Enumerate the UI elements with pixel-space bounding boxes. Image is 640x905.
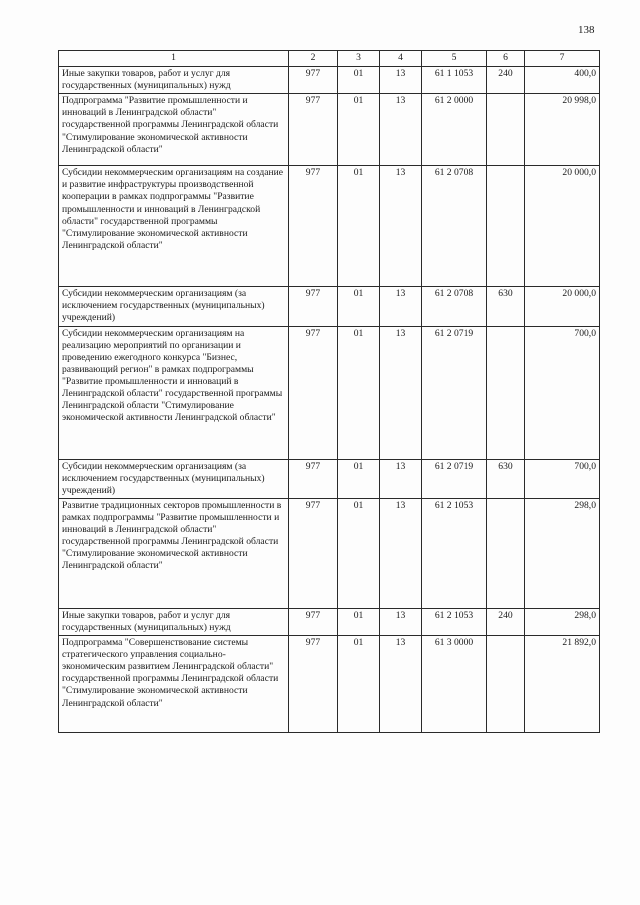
section-cell: 01 [338, 498, 380, 608]
table-row [59, 326, 600, 459]
target-article-cell: 61 2 1053 [422, 608, 487, 635]
section-cell: 01 [338, 287, 380, 326]
amount-cell: 700,0 [525, 326, 600, 459]
row-name-cell: Субсидии некоммерческим организациям (за исключением государственных (муниципальных) учреждений) [59, 287, 289, 326]
target-article-cell: 61 3 0000 [422, 636, 487, 733]
amount-cell: 298,0 [525, 608, 600, 635]
ministry-code-cell: 977 [289, 498, 338, 608]
row-name-cell: Иные закупки товаров, работ и услуг для государственных (муниципальных) нужд [59, 67, 289, 94]
amount-cell: 21 892,0 [525, 636, 600, 733]
amount-cell: 20 000,0 [525, 287, 600, 326]
expense-type-cell: 240 [487, 608, 525, 635]
ministry-code-cell: 977 [289, 326, 338, 459]
amount-cell: 20 000,0 [525, 166, 600, 287]
expense-type-cell [487, 498, 525, 608]
row-name-cell: Субсидии некоммерческим организациям на создание и развитие инфраструктуры производственной кооперации в рамках подпрограммы "Развитие промышленности и инноваций в Ленинградской области" государственной программы "Стимулирование экономической активности Ленинградской области" [59, 166, 289, 287]
ministry-code-cell: 977 [289, 459, 338, 498]
amount-cell: 298,0 [525, 498, 600, 608]
amount-cell: 20 998,0 [525, 94, 600, 166]
target-article-cell: 61 2 0000 [422, 94, 487, 166]
column-header: 6 [487, 51, 525, 67]
target-article-cell: 61 2 1053 [422, 498, 487, 608]
expense-type-cell [487, 636, 525, 733]
subsection-cell: 13 [380, 287, 422, 326]
target-article-cell: 61 2 0708 [422, 166, 487, 287]
table-row [59, 608, 600, 635]
column-header: 3 [338, 51, 380, 67]
table-row [59, 498, 600, 608]
section-cell: 01 [338, 326, 380, 459]
row-name-cell: Развитие традиционных секторов промышленности в рамках подпрограммы "Развитие промышленности и инноваций в Ленинградской области" государственной программы Ленинградской области "Стимулирование экономической активности Ленинградской области" [59, 498, 289, 608]
column-header: 7 [525, 51, 600, 67]
ministry-code-cell: 977 [289, 287, 338, 326]
column-number-row [59, 51, 600, 67]
subsection-cell: 13 [380, 608, 422, 635]
section-cell: 01 [338, 94, 380, 166]
row-name-cell: Подпрограмма "Развитие промышленности и инноваций в Ленинградской области" государственной программы Ленинградской области "Стимулирование экономической активности Ленинградской области" [59, 94, 289, 166]
table-row [59, 287, 600, 326]
expense-type-cell [487, 326, 525, 459]
table-row [59, 459, 600, 498]
target-article-cell: 61 2 0708 [422, 287, 487, 326]
table-body [59, 67, 600, 733]
column-header: 1 [59, 51, 289, 67]
target-article-cell: 61 2 0719 [422, 326, 487, 459]
ministry-code-cell: 977 [289, 608, 338, 635]
budget-table [58, 50, 600, 733]
column-header: 5 [422, 51, 487, 67]
target-article-cell: 61 2 0719 [422, 459, 487, 498]
subsection-cell: 13 [380, 67, 422, 94]
expense-type-cell: 630 [487, 459, 525, 498]
subsection-cell: 13 [380, 166, 422, 287]
section-cell: 01 [338, 459, 380, 498]
target-article-cell: 61 1 1053 [422, 67, 487, 94]
table-row [59, 636, 600, 733]
subsection-cell: 13 [380, 498, 422, 608]
row-name-cell: Подпрограмма "Совершенствование системы стратегического управления социально-экономическим развитием Ленинградской области" государственной программы Ленинградской области "Стимулирование экономической активности Ленинградской области" [59, 636, 289, 733]
row-name-cell: Субсидии некоммерческим организациям на реализацию мероприятий по организации и проведению ежегодного конкурса "Бизнес, развивающий регион" в рамках подпрограммы "Развитие промышленности и инноваций в Ленинградской области" государственной программы Ленинградской области "Стимулирование экономической активности Ленинградской области" [59, 326, 289, 459]
ministry-code-cell: 977 [289, 94, 338, 166]
section-cell: 01 [338, 67, 380, 94]
subsection-cell: 13 [380, 459, 422, 498]
table-row [59, 166, 600, 287]
row-name-cell: Субсидии некоммерческим организациям (за исключением государственных (муниципальных) учреждений) [59, 459, 289, 498]
subsection-cell: 13 [380, 94, 422, 166]
expense-type-cell [487, 94, 525, 166]
column-header: 2 [289, 51, 338, 67]
page-number: 138 [578, 24, 595, 36]
section-cell: 01 [338, 608, 380, 635]
expense-type-cell: 240 [487, 67, 525, 94]
row-name-cell: Иные закупки товаров, работ и услуг для государственных (муниципальных) нужд [59, 608, 289, 635]
subsection-cell: 13 [380, 636, 422, 733]
ministry-code-cell: 977 [289, 166, 338, 287]
subsection-cell: 13 [380, 326, 422, 459]
amount-cell: 700,0 [525, 459, 600, 498]
column-header: 4 [380, 51, 422, 67]
section-cell: 01 [338, 166, 380, 287]
ministry-code-cell: 977 [289, 636, 338, 733]
expense-type-cell: 630 [487, 287, 525, 326]
amount-cell: 400,0 [525, 67, 600, 94]
table-row [59, 94, 600, 166]
ministry-code-cell: 977 [289, 67, 338, 94]
table-row [59, 67, 600, 94]
section-cell: 01 [338, 636, 380, 733]
expense-type-cell [487, 166, 525, 287]
